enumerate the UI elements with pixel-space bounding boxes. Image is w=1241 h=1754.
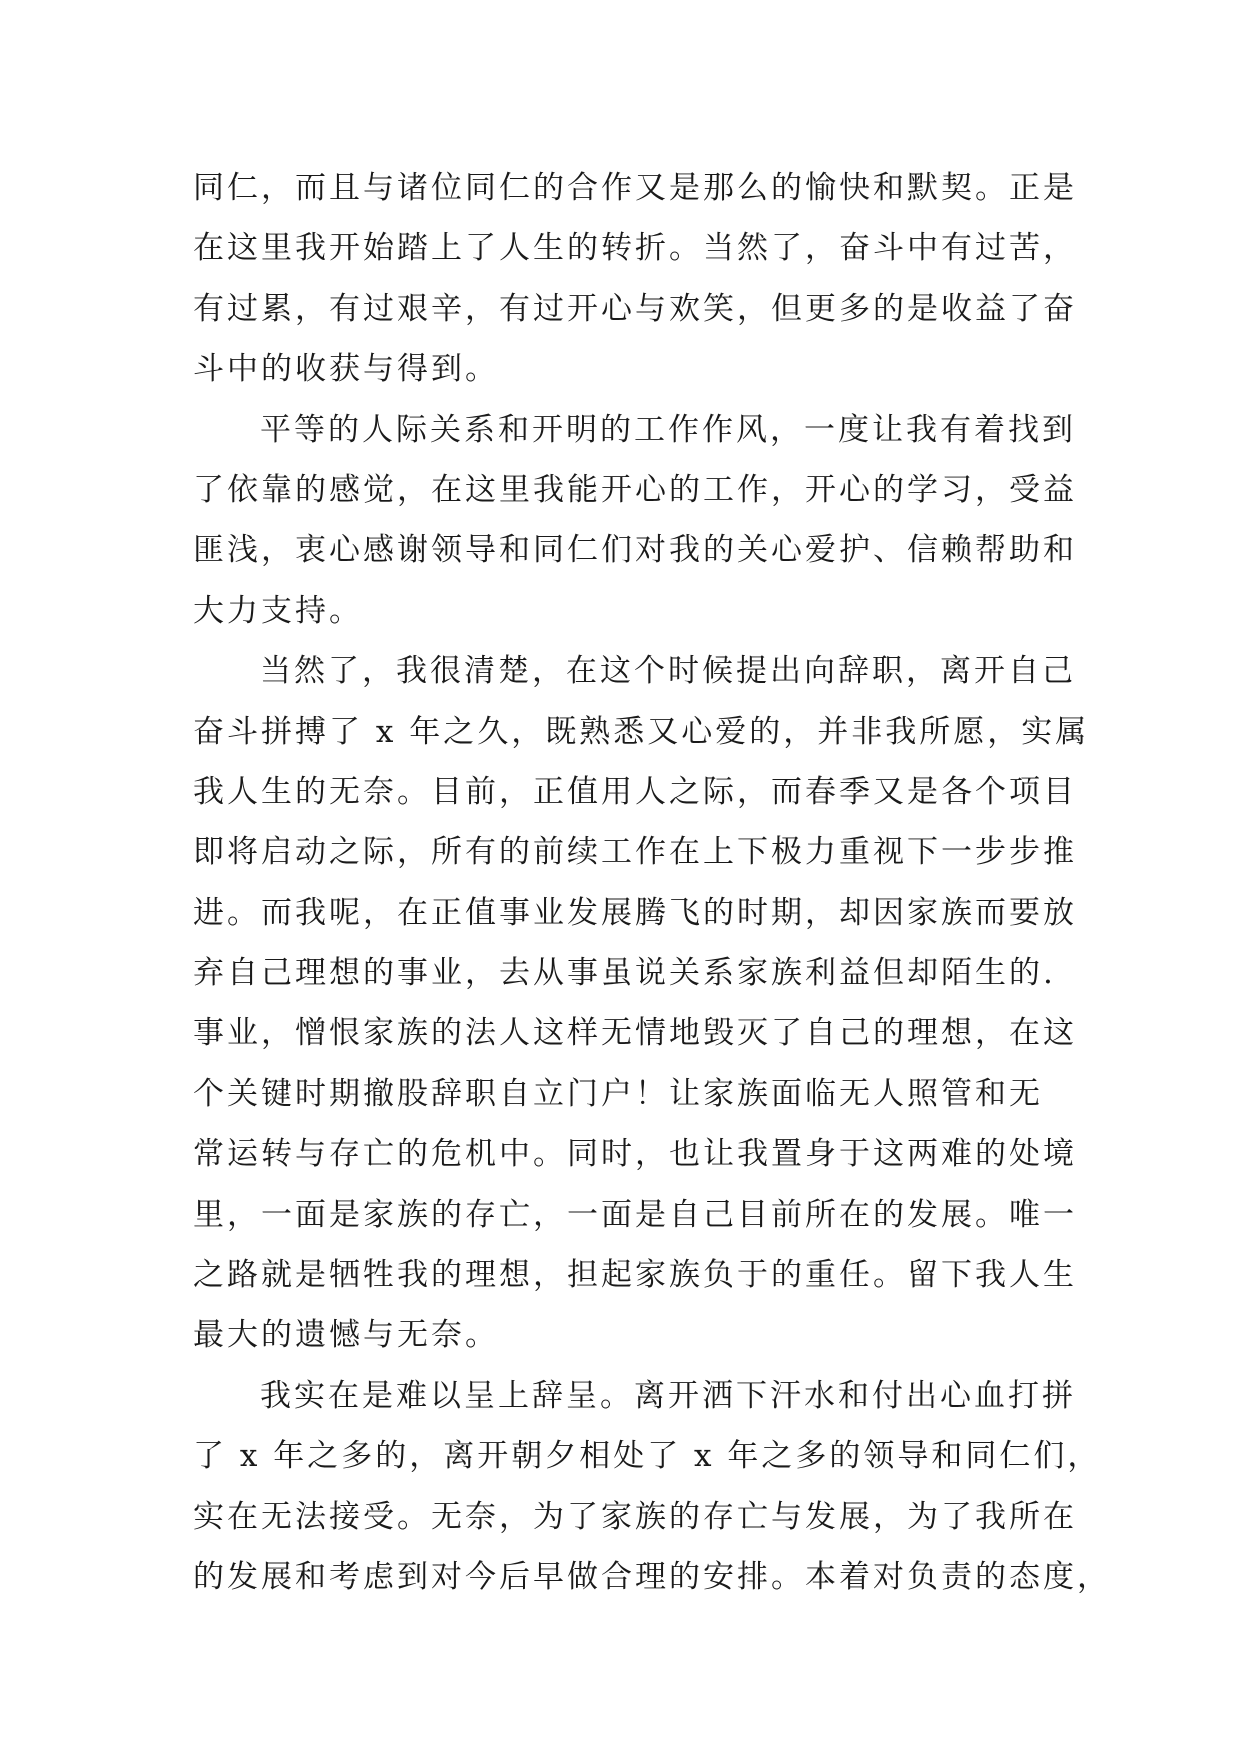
text-line: 当然了，我很清楚，在这个时候提出向辞职，离开自己 — [260, 653, 1076, 690]
text-line: 个关键时期撤股辞职自立门户！让家族面临无人照管和无 — [193, 1075, 1043, 1112]
text-line: 事业，憎恨家族的法人这样无情地毁灭了自己的理想，在这 — [193, 1015, 1077, 1052]
text-line: 实在无法接受。无奈，为了家族的存亡与发展，为了我所在 — [193, 1498, 1077, 1535]
text-line: 同仁，而且与诸位同仁的合作又是那么的愉快和默契。正是 — [193, 170, 1077, 206]
text-line: 之路就是牺牲我的理想，担起家族负于的重任。留下我人生 — [193, 1257, 1077, 1294]
text-line: 斗中的收获与得到。 — [193, 351, 499, 388]
text-line: 奋斗拼搏了 x 年之久，既熟悉又心爱的，并非我所愿，实属 — [193, 713, 1090, 750]
text-line: 常运转与存亡的危机中。同时，也让我置身于这两难的处境 — [193, 1136, 1077, 1173]
text-line: 平等的人际关系和开明的工作作风，一度让我有着找到 — [260, 411, 1076, 448]
text-line: 在这里我开始踏上了人生的转折。当然了，奋斗中有过苦， — [193, 230, 1077, 267]
text-line: 了 x 年之多的，离开朝夕相处了 x 年之多的领导和同仁们， — [193, 1438, 1102, 1475]
text-line: 大力支持。 — [193, 592, 363, 629]
text-line: 我人生的无奈。目前，正值用人之际，而春季又是各个项目 — [193, 773, 1077, 810]
text-line: 匪浅，衷心感谢领导和同仁们对我的关心爱护、信赖帮助和 — [193, 532, 1077, 569]
text-line: 进。而我呢，在正值事业发展腾飞的时期，却因家族而要放 — [193, 894, 1077, 931]
text-line: 的发展和考虑到对今后早做合理的安排。本着对负责的态度， — [193, 1558, 1111, 1595]
text-line: 弃自己理想的事业，去从事虽说关系家族利益但却陌生的. — [193, 955, 1056, 992]
text-line: 有过累，有过艰辛，有过开心与欢笑，但更多的是收益了奋 — [193, 290, 1077, 327]
text-line: 我实在是难以呈上辞呈。离开洒下汗水和付出心血打拼 — [260, 1377, 1076, 1414]
document-body — [193, 158, 1111, 1607]
text-line: 了依靠的感觉，在这里我能开心的工作，开心的学习，受益 — [193, 471, 1077, 508]
text-line: 即将启动之际，所有的前续工作在上下极力重视下一步步推 — [193, 834, 1077, 871]
text-line: 里，一面是家族的存亡，一面是自己目前所在的发展。唯一 — [193, 1196, 1077, 1233]
text-line: 最大的遗憾与无奈。 — [193, 1317, 499, 1354]
